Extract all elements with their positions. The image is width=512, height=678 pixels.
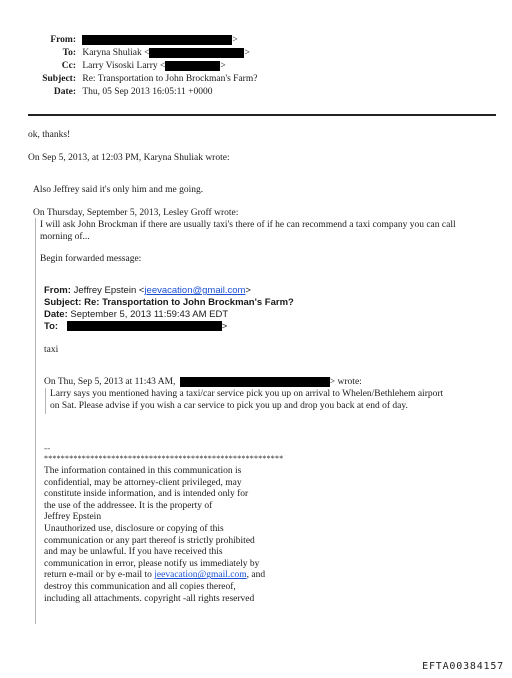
fwd-date-row	[44, 309, 228, 321]
footer-line: Jeffrey Epstein	[44, 512, 102, 523]
subject-label: Subject:	[42, 74, 76, 84]
fwd-to-row	[44, 321, 227, 333]
date-value: Thu, 05 Sep 2013 16:05:11 +0000	[82, 87, 213, 97]
reply-quote-bar	[45, 388, 46, 414]
redaction-block	[82, 35, 232, 45]
footer-line: communication in error, please notify us immediately by	[44, 558, 260, 569]
footer-email-suffix: , and	[246, 570, 266, 581]
footer-line: confidential, may be attorney-client privileged, may	[44, 477, 242, 488]
quote-bar	[35, 218, 36, 624]
fwd-to-label: To:	[44, 321, 59, 332]
from-label: From:	[50, 35, 76, 45]
body-line-also-jeffrey: Also Jeffrey said it's only him and me going.	[33, 185, 204, 195]
footer-email-link[interactable]: jeevacation@gmail.com	[154, 570, 247, 581]
cc-value: Larry Visoski Larry <	[82, 61, 166, 71]
fwd-from-close: >	[245, 285, 251, 296]
body-line-on-sep5: On Sep 5, 2013, at 12:03 PM, Karyna Shuliak wrote:	[28, 153, 230, 163]
subject-value: Re: Transportation to John Brockman's Farm?	[82, 74, 258, 84]
fwd-date-value: September 5, 2013 11:59:43 AM EDT	[70, 309, 229, 320]
redaction-block	[165, 61, 220, 71]
header-from-row	[20, 34, 238, 46]
footer-email-prefix: return e-mail or by e-mail to	[44, 570, 155, 581]
footer-line: destroy this communication and all copies thereof,	[44, 581, 236, 592]
footer-line: the use of the addressee. It is the property of	[44, 500, 213, 511]
fwd-date-label: Date:	[44, 309, 68, 320]
reply-on-line	[44, 376, 362, 388]
reply-on-suffix: > wrote:	[329, 377, 362, 387]
fwd-from-label: From:	[44, 285, 71, 296]
redaction-block	[180, 377, 330, 387]
body-line-ok: ok, thanks!	[28, 130, 71, 140]
cc-label: Cc:	[61, 61, 76, 71]
header-subject-row	[20, 73, 257, 85]
date-label: Date:	[53, 87, 76, 97]
footer-disclaimer	[44, 466, 265, 605]
fwd-from-email-link[interactable]: jeevacation@gmail.com	[144, 285, 246, 296]
fwd-from-row	[44, 285, 251, 297]
close-bracket: >	[244, 48, 250, 58]
to-value: Karyna Shuliak <	[82, 48, 150, 58]
fwd-to-close: >	[221, 321, 228, 332]
doc-id: EFTA00384157	[422, 661, 504, 672]
header-cc-row	[20, 60, 226, 72]
redaction-block	[67, 321, 222, 331]
close-bracket: >	[232, 35, 238, 45]
body-line-will-ask: I will ask John Brockman if there are usually taxi's there of if he can recommend a taxi company you can call	[40, 220, 456, 230]
reply-taxi: taxi	[44, 345, 59, 355]
body-line-begin-forwarded: Begin forwarded message:	[40, 254, 142, 264]
to-label: To:	[62, 48, 76, 58]
body-line-on-thursday: On Thursday, September 5, 2013, Lesley Groff wrote:	[33, 208, 239, 218]
reply-on-prefix: On Thu, Sep 5, 2013 at 11:43 AM,	[44, 377, 176, 387]
fwd-subject-label: Subject:	[44, 297, 82, 308]
header-date-row	[20, 86, 212, 98]
fwd-subject-value: Re: Transportation to John Brockman's Farm?	[84, 297, 294, 308]
footer-line: constitute inside information, and is intended only for	[44, 489, 249, 500]
footer-line: and may be unlawful. If you have received this	[44, 547, 223, 558]
reply-quote-line1: Larry says you mentioned having a taxi/car service pick you up on arrival to Whelen/Bethlehem airport	[50, 389, 444, 399]
footer-line: communication or any part thereof is strictly prohibited	[44, 535, 255, 546]
close-bracket: >	[220, 61, 226, 71]
fwd-subject-row	[44, 297, 294, 309]
body-line-morning-of: morning of...	[40, 232, 90, 242]
footer-email-line	[44, 570, 265, 582]
footer-stars: *********************************************************	[44, 454, 284, 463]
footer-line: including all attachments. copyright -all rights reserved	[44, 593, 255, 604]
footer-line: The information contained in this communication is	[44, 466, 242, 476]
redaction-block	[149, 48, 244, 58]
footer-dashes: --	[44, 444, 51, 454]
header-divider	[28, 114, 496, 116]
reply-quote-line2: on Sat. Please advise if you wish a car service to pick you up and drop you back at end of day.	[50, 401, 408, 411]
footer-line: Unauthorized use, disclosure or copying of this	[44, 523, 224, 534]
fwd-from-name: Jeffrey Epstein <	[73, 285, 145, 296]
header-to-row	[20, 47, 250, 59]
